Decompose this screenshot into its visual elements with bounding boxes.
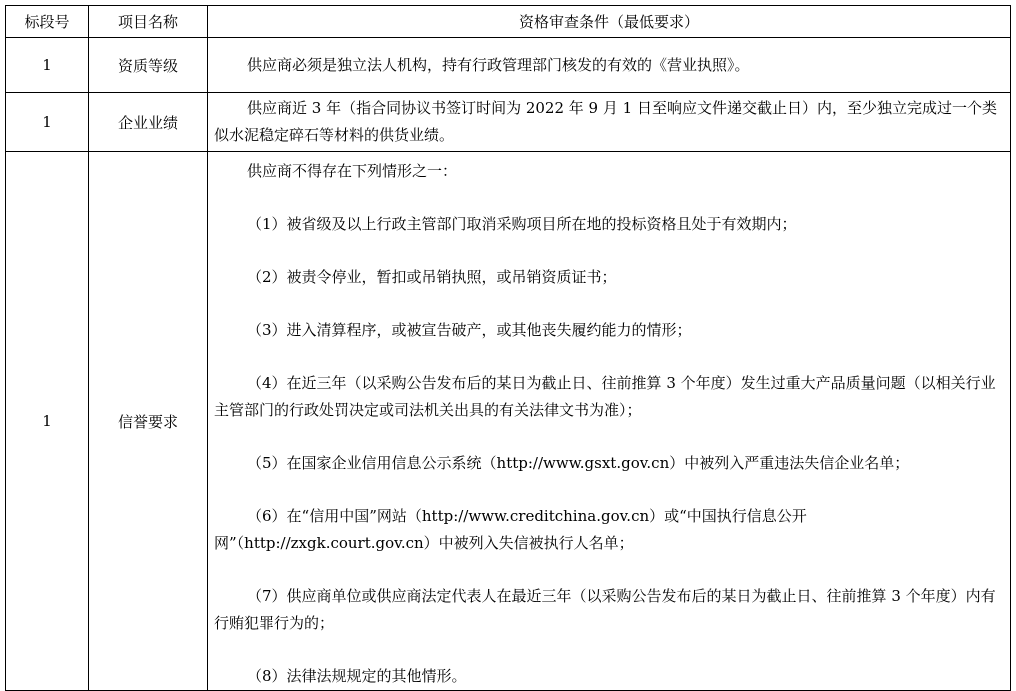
table-row — [6, 38, 1011, 93]
condition-cell: 供应商必须是独立法人机构，持有行政管理部门核发的有效的《营业执照》。 — [208, 38, 1011, 93]
reputation-clause: （6）在“信用中国”网站（http://www.creditchina.gov.cn）或“中国执行信息公开网”（http://zxgk.court.gov.cn）中被列入失信被执行人名单； — [214, 507, 807, 552]
table-header-row — [6, 6, 1011, 38]
header-qualification-condition: 资格审查条件（最低要求） — [208, 6, 1011, 38]
reputation-clause: （7）供应商单位或供应商法定代表人在最近三年（以采购公告发布后的某日为截止日、往前推算 3 个年度）内有行贿犯罪行为的； — [214, 587, 996, 632]
condition-cell: 供应商近 3 年（指合同协议书签订时间为 2022 年 9 月 1 日至响应文件递交截止日）内，至少独立完成过一个类似水泥稳定碎石等材料的供货业绩。 — [208, 93, 1011, 152]
section-number-cell: 1 — [6, 152, 89, 691]
reputation-clause: （4）在近三年（以采购公告发布后的某日为截止日、往前推算 3 个年度）发生过重大产品质量问题（以相关行业主管部门的行政处罚决定或司法机关出具的有关法律文书为准）； — [214, 374, 996, 419]
reputation-clause: （8）法律法规规定的其他情形。 — [247, 667, 467, 685]
item-name-cell: 资质等级 — [89, 38, 208, 93]
header-item-name: 项目名称 — [89, 6, 208, 38]
reputation-intro: 供应商不得存在下列情形之一： — [247, 162, 458, 180]
table-row — [6, 93, 1011, 152]
item-name-cell: 企业业绩 — [89, 93, 208, 152]
section-number-cell: 1 — [6, 38, 89, 93]
item-name-cell: 信誉要求 — [89, 152, 208, 691]
table-row — [6, 152, 1011, 691]
reputation-clause: （1）被省级及以上行政主管部门取消采购项目所在地的投标资格且处于有效期内； — [247, 215, 797, 233]
condition-cell — [208, 152, 1011, 691]
reputation-clause: （2）被责令停业，暂扣或吊销执照，或吊销资质证书； — [247, 268, 617, 286]
reputation-clause: （5）在国家企业信用信息公示系统（http://www.gsxt.gov.cn）中被列入严重违法失信企业名单； — [247, 454, 910, 472]
section-number-cell: 1 — [6, 93, 89, 152]
qualification-table — [5, 5, 1011, 691]
header-section-number: 标段号 — [6, 6, 89, 38]
reputation-clause: （3）进入清算程序，或被宣告破产，或其他丧失履约能力的情形； — [247, 321, 692, 339]
